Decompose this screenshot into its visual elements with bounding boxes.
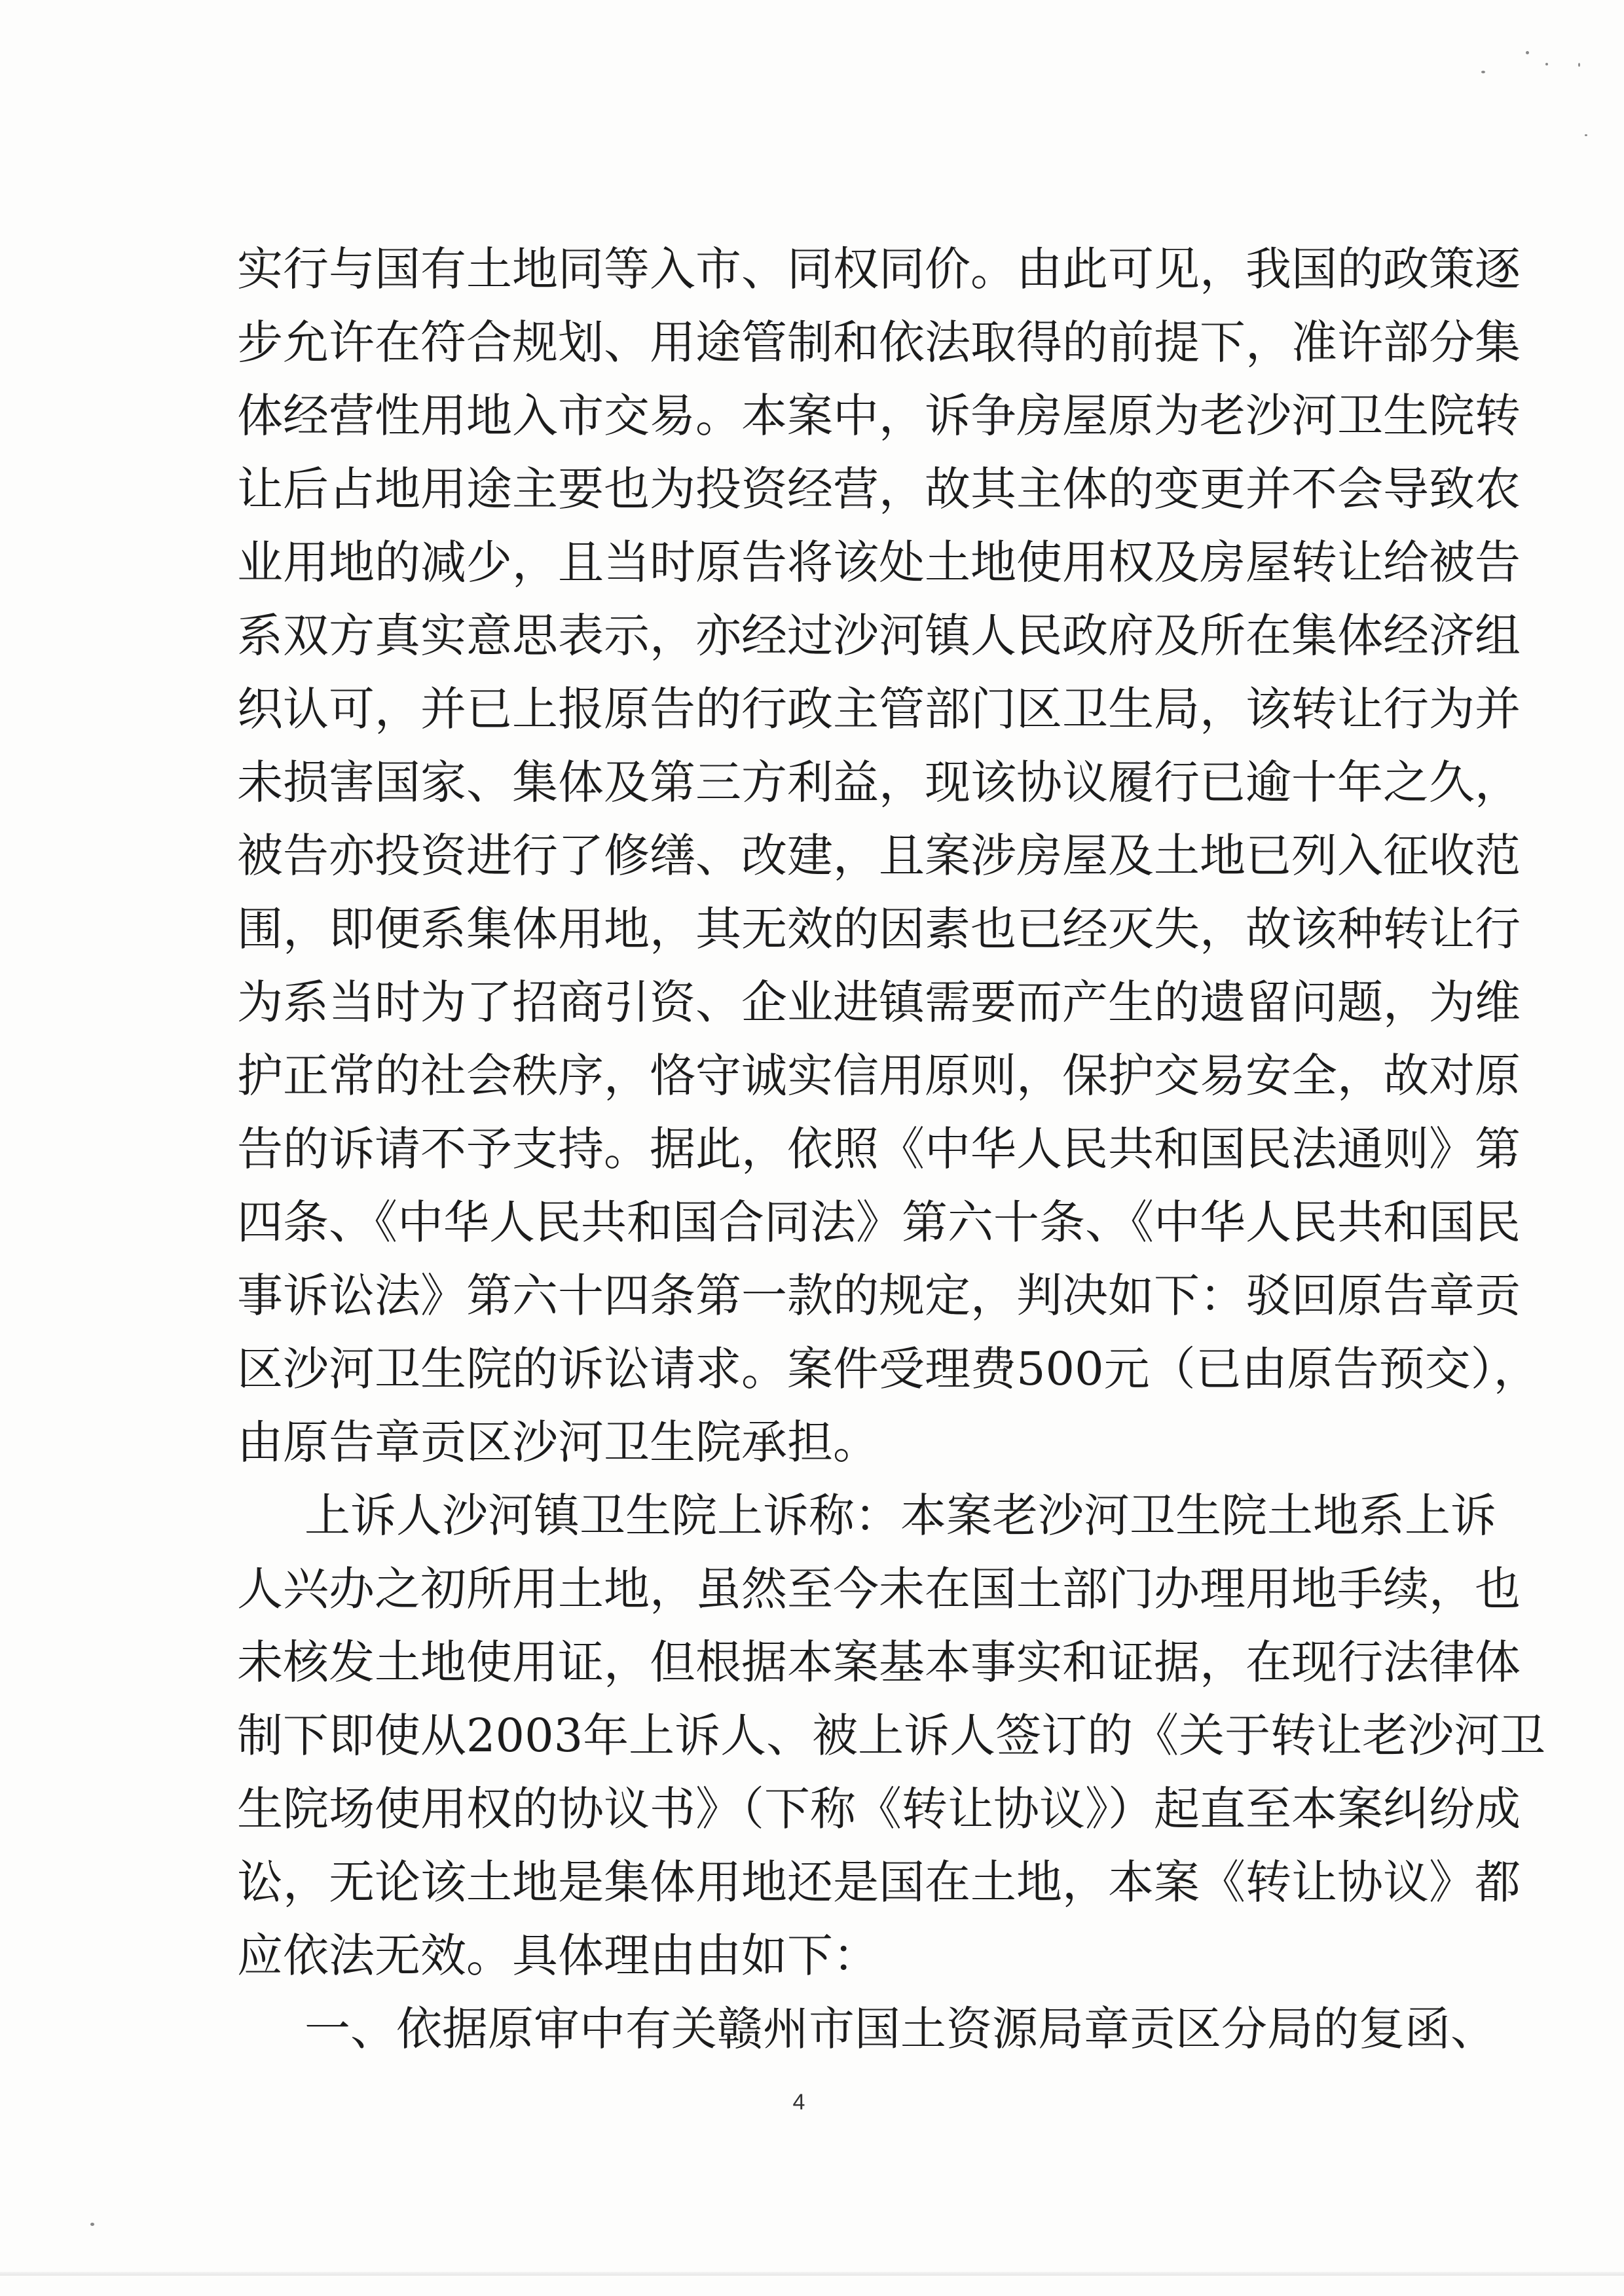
text-line: 由原告章贡区沙河卫生院承担。 [237,1415,879,1469]
text-line: 让后占地用途主要也为投资经营，故其主体的变更并不会导致农 [237,462,1521,516]
text-line: 体经营性用地入市交易。本案中，诉争房屋原为老沙河卫生院转 [237,389,1521,443]
text-line: 业用地的减少，且当时原告将该处土地使用权及房屋转让给被告 [237,536,1521,589]
scan-bottom-edge [0,2272,1624,2276]
text-line: 实行与国有土地同等入市、同权同价。由此可见，我国的政策逐 [237,242,1521,296]
text-line: 生院场使用权的协议书》（下称《转让协议》）起直至本案纠纷成 [237,1782,1521,1836]
text-line: 制下即使从2003年上诉人、被上诉人签订的《关于转让老沙河卫 [237,1709,1546,1762]
text-line: 未损害国家、集体及第三方利益，现该协议履行已逾十年之久， [237,756,1521,809]
scan-speck [90,2223,94,2226]
text-line: 被告亦投资进行了修缮、改建，且案涉房屋及土地已列入征收范 [237,829,1521,883]
text-line: 围，即便系集体用地，其无效的因素也已经灭失，故该种转让行 [237,902,1521,956]
scan-speck [1526,51,1529,54]
text-line: 告的诉请不予支持。据此，依照《中华人民共和国民法通则》第 [237,1122,1521,1176]
scan-speck [1481,71,1485,73]
text-line: 人兴办之初所用土地，虽然至今未在国土部门办理用地手续，也 [237,1562,1521,1616]
scan-speck [1585,134,1587,136]
text-line: 步允许在符合规划、用途管制和依法取得的前提下，准许部分集 [237,316,1521,369]
paragraph-first-line: 上诉人沙河镇卫生院上诉称：本案老沙河卫生院土地系上诉 [304,1489,1496,1542]
text-line: 为系当时为了招商引资、企业进镇需要而产生的遗留问题，为维 [237,975,1521,1029]
scan-speck [1545,63,1548,65]
text-line: 系双方真实意思表示，亦经过沙河镇人民政府及所在集体经济组 [237,609,1521,663]
text-line: 区沙河卫生院的诉讼请求。案件受理费500元（已由原告预交）， [237,1342,1540,1396]
page-number: 4 [792,2090,805,2115]
text-line: 应依法无效。具体理由由如下： [237,1929,879,1982]
text-line: 未核发土地使用证，但根据本案基本事实和证据，在现行法律体 [237,1635,1521,1689]
text-line: 讼，无论该土地是集体用地还是国在土地，本案《转让协议》都 [237,1855,1521,1909]
text-line: 事诉讼法》第六十四条第一款的规定，判决如下：驳回原告章贡 [237,1269,1521,1322]
paragraph-first-line: 一、依据原审中有关赣州市国土资源局章贡区分局的复函、 [304,2002,1496,2056]
text-line: 护正常的社会秩序，恪守诚实信用原则，保护交易安全，故对原 [237,1049,1521,1102]
text-line: 四条、《中华人民共和国合同法》第六十条、《中华人民共和国民 [237,1195,1521,1249]
text-line: 织认可，并已上报原告的行政主管部门区卫生局，该转让行为并 [237,682,1521,736]
scan-speck [1578,63,1580,67]
